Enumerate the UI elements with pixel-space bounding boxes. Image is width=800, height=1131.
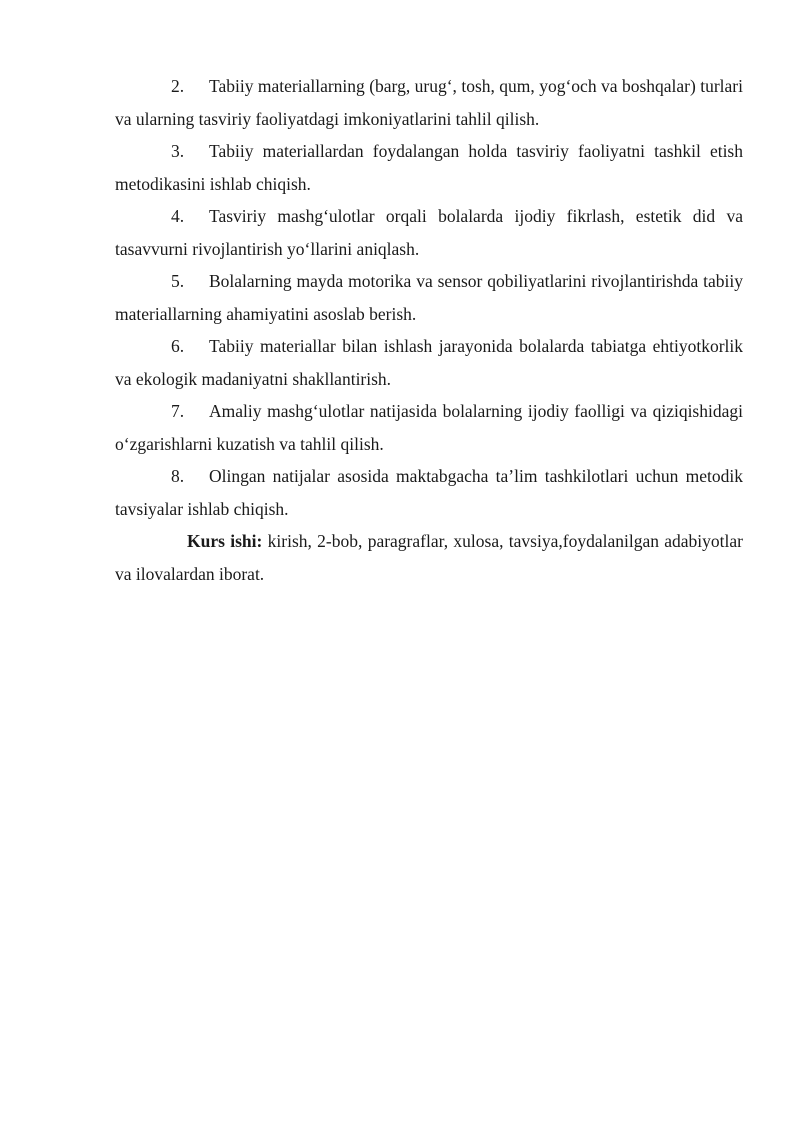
- summary-label: Kurs ishi:: [187, 531, 263, 551]
- item-text: Bolalarning mayda motorika va sensor qobiliyatlarini rivojlantirishda tabiiy materiallarning ahamiyatini asoslab berish.: [115, 271, 743, 324]
- document-page: [115, 70, 743, 590]
- list-item-7: [115, 395, 743, 460]
- list-item-4: [115, 200, 743, 265]
- item-text: Olingan natijalar asosida maktabgacha ta’lim tashkilotlari uchun metodik tavsiyalar ishlab chiqish.: [115, 466, 743, 519]
- summary-text: kirish, 2-bob, paragraflar, xulosa, tavsiya,foydalanilgan adabiyotlar va ilovalardan iborat.: [115, 531, 743, 584]
- item-number: 6.: [171, 336, 185, 356]
- item-number: 7.: [171, 401, 185, 421]
- item-number: 4.: [171, 206, 185, 226]
- course-work-summary: [115, 525, 743, 590]
- item-text: Amaliy mashg‘ulotlar natijasida bolalarning ijodiy faolligi va qiziqishidagi o‘zgarishlarni kuzatish va tahlil qilish.: [115, 401, 743, 454]
- list-item-3: [115, 135, 743, 200]
- item-number: 5.: [171, 271, 185, 291]
- item-number: 2.: [171, 76, 185, 96]
- item-text: Tabiiy materiallardan foydalangan holda tasviriy faoliyatni tashkil etish metodikasini ishlab chiqish.: [115, 141, 743, 194]
- item-number: 8.: [171, 466, 185, 486]
- list-item-6: [115, 330, 743, 395]
- list-item-5: [115, 265, 743, 330]
- item-text: Tasviriy mashg‘ulotlar orqali bolalarda ijodiy fikrlash, estetik did va tasavvurni rivojlantirish yo‘llarini aniqlash.: [115, 206, 743, 259]
- item-number: 3.: [171, 141, 185, 161]
- item-text: Tabiiy materiallarning (barg, urug‘, tosh, qum, yog‘och va boshqalar) turlari va ularning tasviriy faoliyatdagi imkoniyatlarini tahlil qilish.: [115, 76, 743, 129]
- item-text: Tabiiy materiallar bilan ishlash jarayonida bolalarda tabiatga ehtiyotkorlik va ekologik madaniyatni shakllantirish.: [115, 336, 743, 389]
- list-item-2: [115, 70, 743, 135]
- list-item-8: [115, 460, 743, 525]
